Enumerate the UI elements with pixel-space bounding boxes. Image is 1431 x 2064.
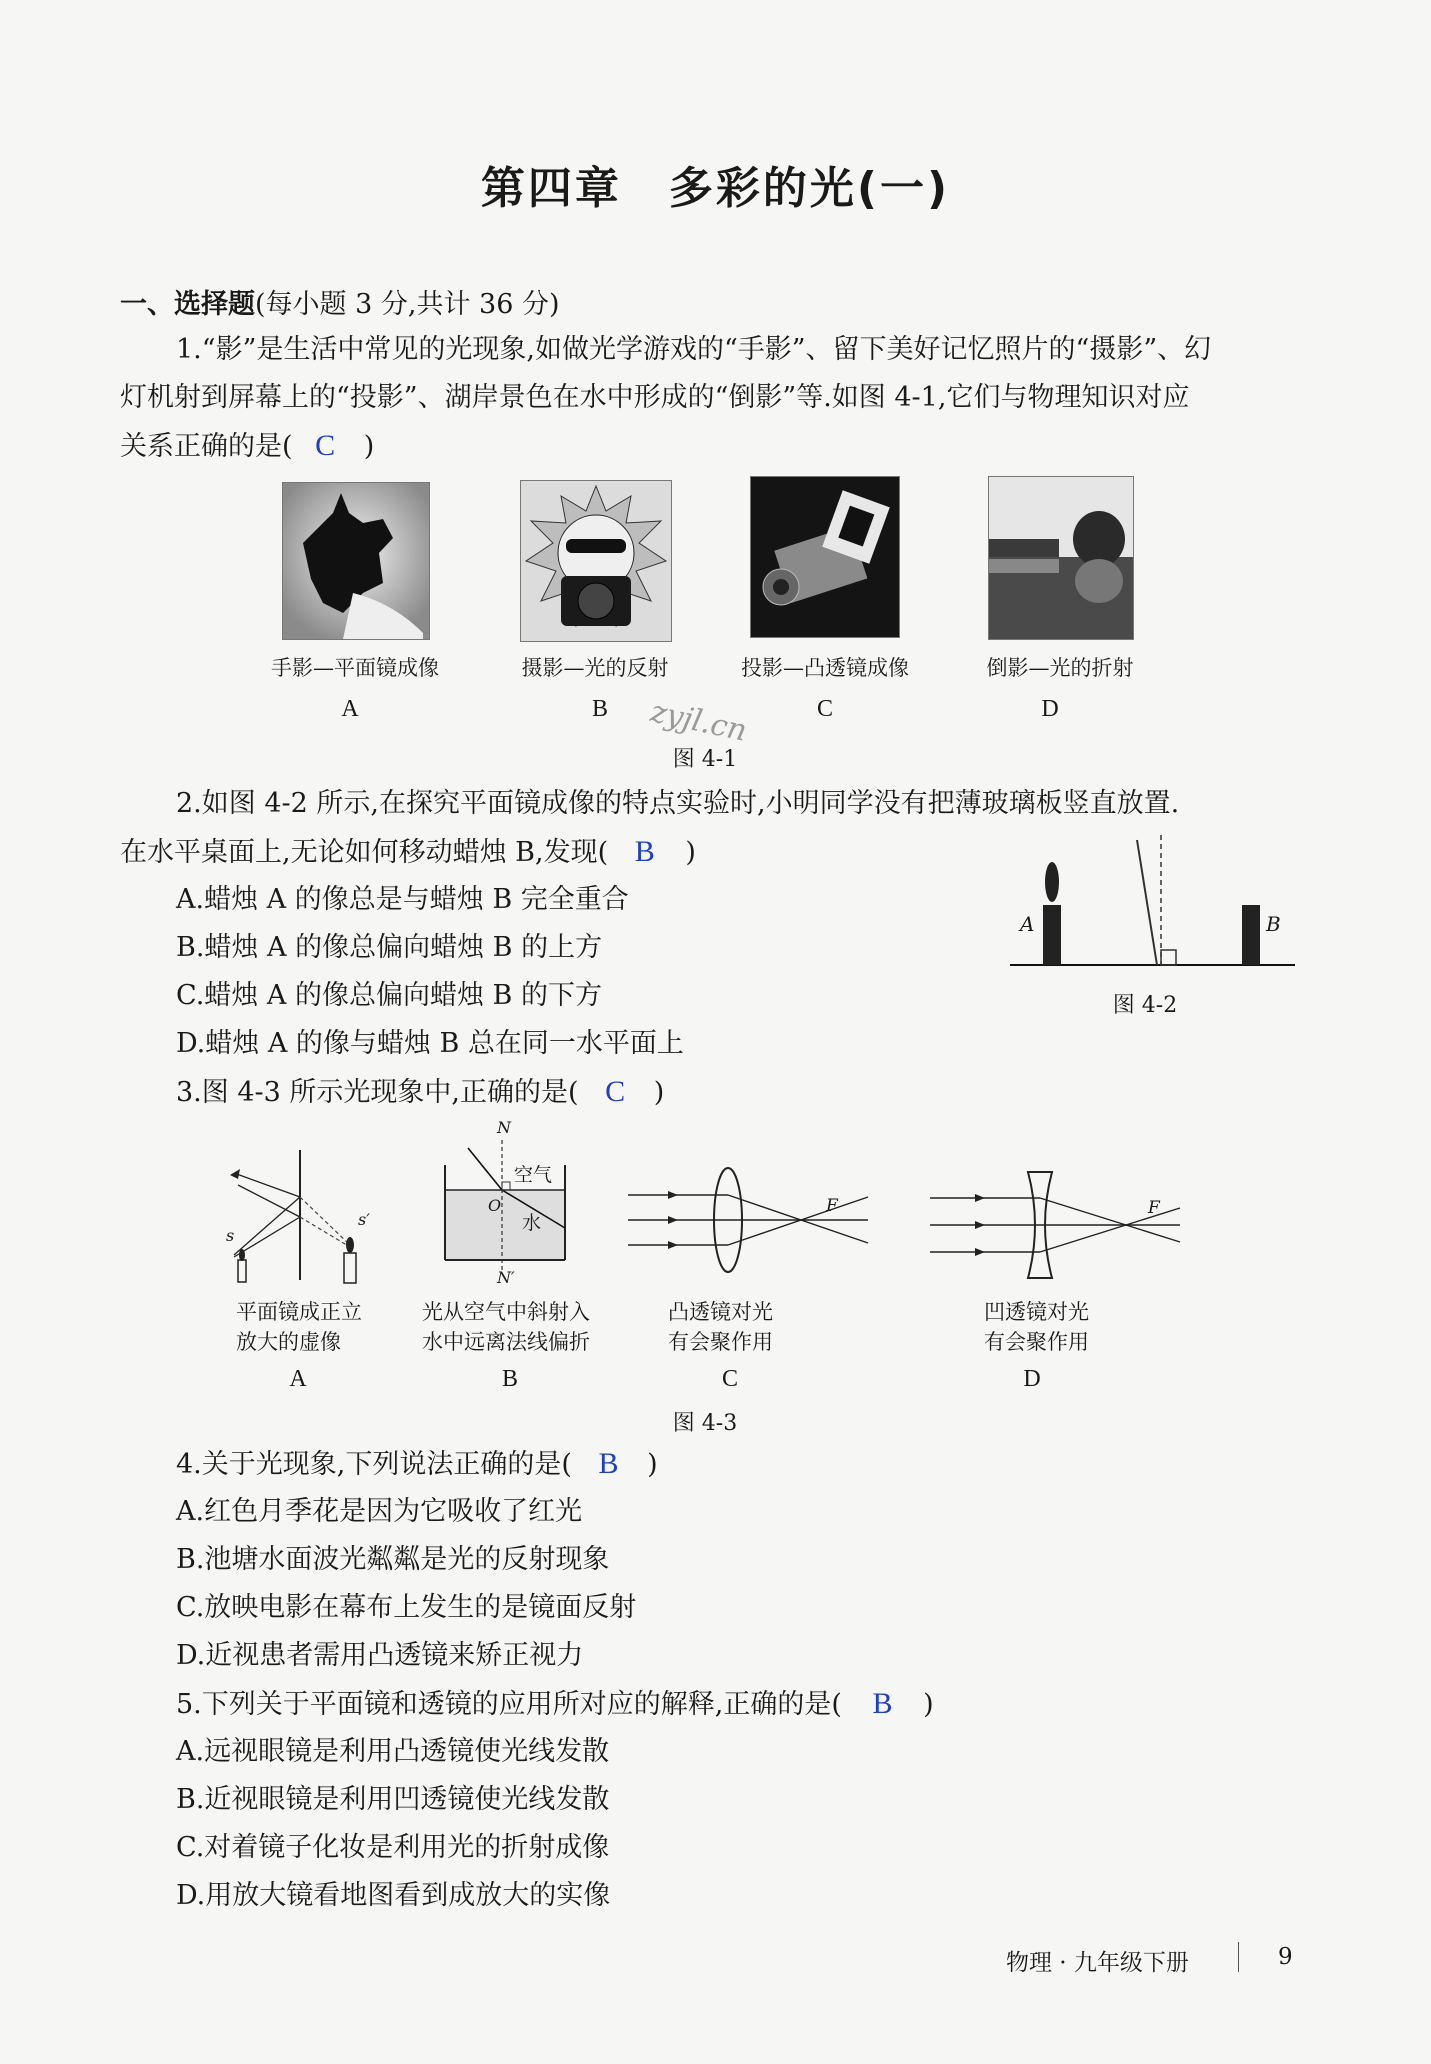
- footer-book: 物理 · 九年级下册: [1006, 1950, 1189, 1976]
- q2-paren-close: ): [685, 837, 696, 868]
- q3-paren-close: ): [653, 1077, 665, 1108]
- fig3-letter-c: C: [721, 1366, 738, 1392]
- fig3-caption-c-line2: 有会聚作用: [668, 1330, 773, 1354]
- q1-line2: 灯机射到屏幕上的“投影”、湖岸景色在水中形成的“倒影”等.如图 4-1,它们与物理知识对应: [120, 382, 1190, 413]
- fig1-caption-d: 倒影—光的折射: [986, 656, 1134, 680]
- q3-stem: 3.图 4-3 所示光现象中,正确的是(: [176, 1077, 579, 1108]
- photo-projector: [750, 476, 900, 638]
- q5-line: [176, 1680, 934, 1729]
- section-note: (每小题 3 分,共计 36 分): [255, 289, 560, 320]
- q2-stem-end: 在水平桌面上,无论如何移动蜡烛 B,发现(: [120, 837, 609, 868]
- footer-divider: [1238, 1942, 1239, 1972]
- fig3c-f-label: F: [826, 1196, 838, 1216]
- fig3-caption-d: [976, 1296, 1196, 1356]
- fig3-caption-a: [200, 1296, 420, 1356]
- fig3c-convex-lens-diagram: [628, 1165, 878, 1275]
- q3-line: [176, 1068, 664, 1117]
- q2-option-c: C.蜡烛 A 的像总偏向蜡烛 B 的下方: [176, 980, 602, 1011]
- photo-reflection: [988, 476, 1134, 640]
- fig3-caption-c: [660, 1296, 880, 1356]
- fig3-caption-b-line1: 光从空气中斜射入: [422, 1300, 590, 1324]
- fig3-letter-d: D: [1023, 1366, 1041, 1392]
- q5-option-d: D.用放大镜看地图看到成放大的实像: [176, 1880, 611, 1911]
- q4-option-a: A.红色月季花是因为它吸收了红光: [176, 1496, 583, 1527]
- q1-answer: C: [315, 429, 336, 462]
- q2-option-d: D.蜡烛 A 的像与蜡烛 B 总在同一水平面上: [176, 1028, 684, 1059]
- q3-answer: C: [605, 1075, 626, 1108]
- q4-answer: B: [598, 1447, 619, 1480]
- q5-option-b: B.近视眼镜是利用凹透镜使光线发散: [176, 1784, 610, 1815]
- fig3-label: 图 4-3: [672, 1411, 738, 1436]
- fig3-caption-a-line2: 放大的虚像: [236, 1330, 341, 1354]
- fig3-caption-d-line2: 有会聚作用: [984, 1330, 1089, 1354]
- fig3b-n-prime-label: N′: [497, 1268, 515, 1287]
- q4-option-d: D.近视患者需用凸透镜来矫正视力: [176, 1640, 584, 1671]
- q4-paren-close: ): [647, 1449, 658, 1480]
- fig3-letter-b: B: [501, 1366, 518, 1392]
- q2-line1: 2.如图 4-2 所示,在探究平面镜成像的特点实验时,小明同学没有把薄玻璃板竖直放置.: [176, 788, 1180, 819]
- fig2-diagram: [1005, 830, 1305, 970]
- q5-paren-close: ): [923, 1689, 934, 1720]
- fig1-letter-a: A: [341, 696, 359, 722]
- fig1-caption-c: 投影—凸透镜成像: [741, 656, 909, 680]
- q5-stem: 5.下列关于平面镜和透镜的应用所对应的解释,正确的是(: [176, 1689, 842, 1720]
- fig1-letter-b: B: [591, 696, 608, 722]
- footer-page-number: 9: [1278, 1944, 1293, 1970]
- fig3-caption-b-line2: 水中远离法线偏折: [422, 1330, 590, 1354]
- fig3-caption-d-line1: 凹透镜对光: [984, 1300, 1089, 1324]
- page-title: 第四章 多彩的光(一): [480, 163, 951, 214]
- fig3a-s-label: s: [226, 1226, 235, 1245]
- fig1-caption-a: 手影—平面镜成像: [271, 656, 439, 680]
- fig3d-concave-lens-diagram: [930, 1170, 1190, 1280]
- fig3-caption-b: [412, 1296, 632, 1356]
- fig1-letter-d: D: [1041, 696, 1059, 722]
- q2-line2: [120, 828, 696, 877]
- fig3d-f-label: F: [1148, 1198, 1160, 1218]
- q1-stem-end: 关系正确的是(: [120, 431, 293, 462]
- q5-option-a: A.远视眼镜是利用凸透镜使光线发散: [176, 1736, 610, 1767]
- fig2-label-b: B: [1266, 912, 1281, 936]
- fig3b-water-label: 水: [522, 1212, 542, 1234]
- fig3-caption-a-line1: 平面镜成正立: [236, 1300, 362, 1324]
- fig3b-o-label: O: [488, 1196, 502, 1215]
- q1-line3: [120, 422, 374, 471]
- fig1-caption-b: 摄影—光的反射: [521, 656, 669, 680]
- fig2-label: 图 4-2: [1112, 993, 1178, 1018]
- q4-option-c: C.放映电影在幕布上发生的是镜面反射: [176, 1592, 637, 1623]
- q1-line1: 1.“影”是生活中常见的光现象,如做光学游戏的“手影”、留下美好记忆照片的“摄影”、幻: [176, 334, 1212, 365]
- fig2-label-a: A: [1020, 912, 1035, 936]
- photo-hand-shadow: [282, 482, 430, 640]
- fig3b-n-label: N: [497, 1118, 511, 1137]
- fig3-caption-c-line1: 凸透镜对光: [668, 1300, 773, 1324]
- fig1-letter-c: C: [816, 696, 833, 722]
- q4-line: [176, 1440, 658, 1489]
- q5-answer: B: [872, 1687, 893, 1720]
- q1-paren-close: ): [363, 431, 375, 462]
- fig3a-s-prime-label: s′: [358, 1210, 370, 1229]
- section-label: 一、选择题: [120, 289, 255, 320]
- fig1-label: 图 4-1: [672, 747, 738, 772]
- q2-option-a: A.蜡烛 A 的像总是与蜡烛 B 完全重合: [176, 884, 629, 915]
- fig3b-air-label: 空气: [514, 1164, 553, 1186]
- q5-option-c: C.对着镜子化妆是利用光的折射成像: [176, 1832, 610, 1863]
- fig3-letter-a: A: [289, 1366, 307, 1392]
- q2-option-b: B.蜡烛 A 的像总偏向蜡烛 B 的上方: [176, 932, 603, 963]
- section-heading: [120, 282, 560, 321]
- q4-option-b: B.池塘水面波光粼粼是光的反射现象: [176, 1544, 610, 1575]
- watermark: zyjl.cn: [647, 694, 750, 749]
- q4-stem: 4.关于光现象,下列说法正确的是(: [176, 1449, 572, 1480]
- q2-answer: B: [634, 835, 655, 868]
- photo-camera-sun: [520, 480, 672, 642]
